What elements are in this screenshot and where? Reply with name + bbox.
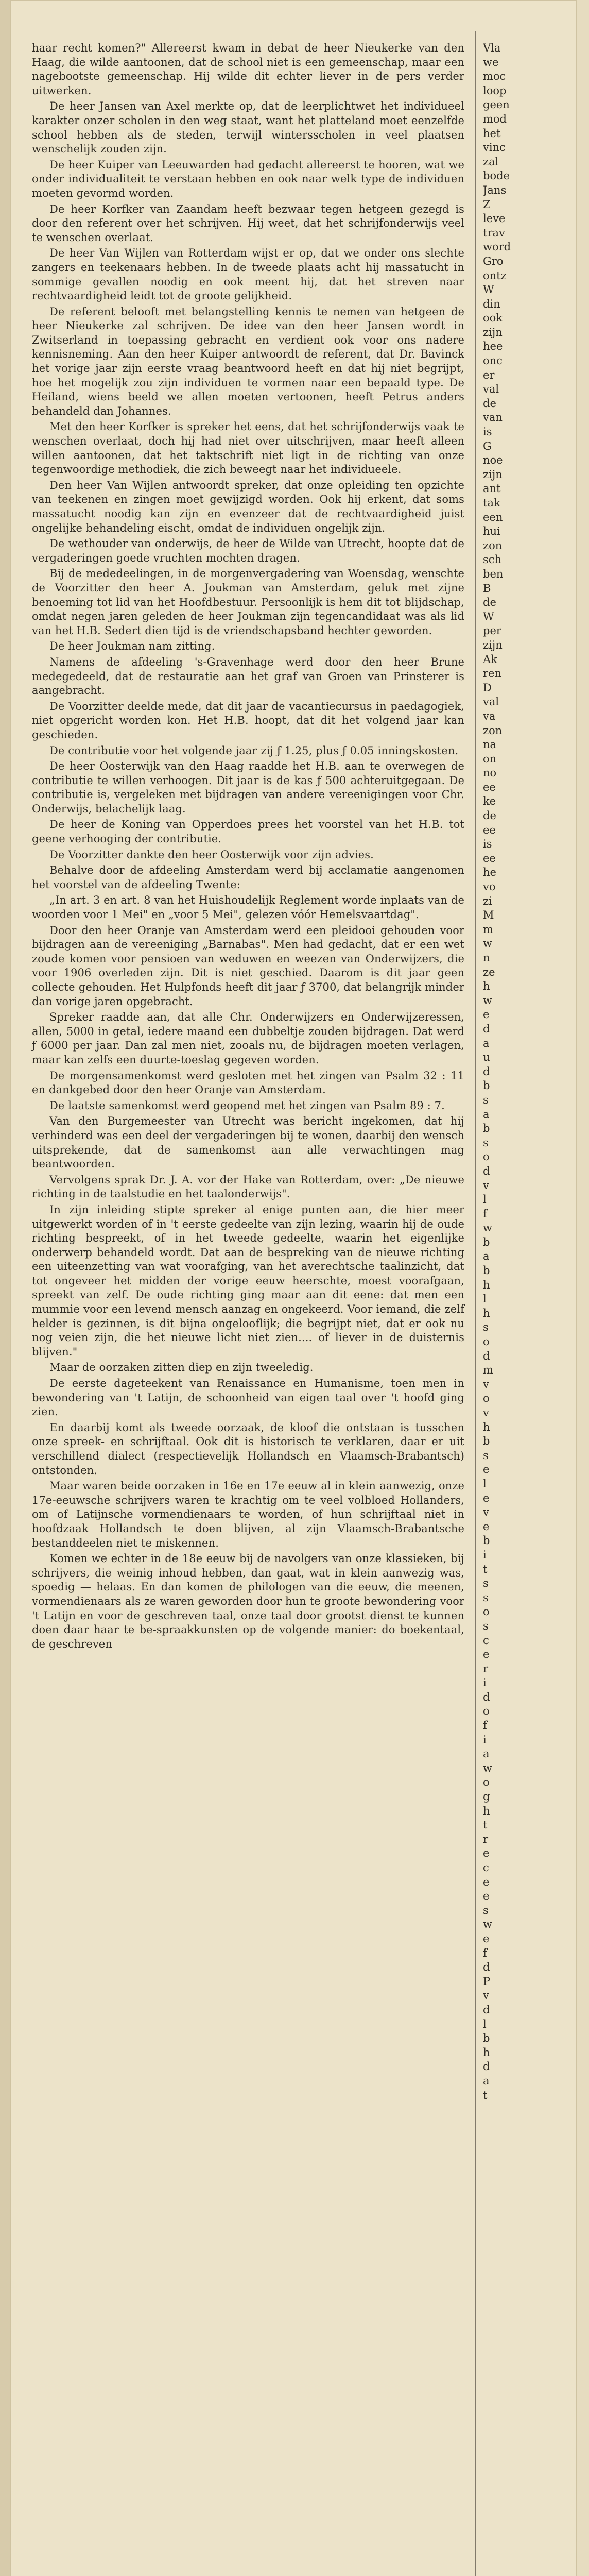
- right-column-fragment-line: s: [483, 1093, 489, 1106]
- right-column-fragment-line: e: [483, 1520, 490, 1533]
- right-column-fragment-line: b: [483, 1235, 490, 1248]
- right-column-fragment-line: va: [483, 709, 496, 722]
- right-column-fragment-line: ant: [483, 482, 501, 495]
- article-paragraph: „In art. 3 en art. 8 van het Huishoudelijk Reglement worde inplaats van de woorden voor 1 Mei" en „voor 5 Mei", gelezen vóór Hemelsvaartdag".: [32, 894, 464, 921]
- article-paragraph: Maar de oorzaken zitten diep en zijn tweeledig.: [49, 1361, 314, 1374]
- right-column-fragment-line: W: [483, 610, 494, 623]
- right-column-fragment-line: w: [483, 1761, 492, 1774]
- right-column-fragment-line: w: [483, 1918, 492, 1931]
- article-paragraph: De laatste samenkomst werd geopend met het zingen van Psalm 89 : 7.: [49, 1099, 445, 1112]
- right-column-fragment-line: de: [483, 809, 496, 822]
- right-column-fragment-line: na: [483, 738, 497, 751]
- right-column-fragment-line: g: [483, 1790, 490, 1803]
- right-column-fragment-line: no: [483, 767, 497, 779]
- right-column-fragment-line: B: [483, 582, 491, 595]
- article-paragraph: De heer Joukman nam zitting.: [49, 640, 215, 653]
- right-column-fragment-line: l: [483, 1293, 487, 1306]
- right-column-fragment-line: d: [483, 1349, 490, 1362]
- right-column-fragment-line: vinc: [483, 141, 506, 154]
- right-column-fragment-line: c: [483, 1861, 489, 1874]
- right-column-fragment-line: e: [483, 1890, 490, 1903]
- right-column-fragment-line: d: [483, 1022, 490, 1035]
- right-column-fragment-line: t: [483, 1819, 488, 1832]
- article-paragraph: Door den heer Oranje van Amsterdam werd een pleidooi gehouden voor bijdragen aan de vereeniging „Barnabas". Men had gedacht, dat er een wet zoude komen voor pensioen van weduwen en weezen van Onderwijzers, die voor 1906 overleden zijn. Dit is niet geschied. Daarom is dit jaar geen collecte gehouden. Het Hulpfonds heeft dit jaar ƒ 3700, dat belangrijk minder dan vorige jaren opgebracht.: [32, 924, 464, 1008]
- right-column-fragment-line: moc: [483, 70, 506, 83]
- right-column-fragment-line: ben: [483, 567, 504, 580]
- right-column-fragment-line: h: [483, 2046, 490, 2059]
- article-paragraph: De heer Kuiper van Leeuwarden had gedacht allereerst te hooren, wat we onder individualiteit te verstaan hebben en ook naar welk type de individuen moeten gevormd worden.: [32, 158, 464, 199]
- article-paragraph: De contributie voor het volgende jaar zij ƒ 1.25, plus ƒ 0.05 inningskosten.: [49, 744, 459, 757]
- article-paragraph: De heer Jansen van Axel merkte op, dat de leerplichtwet het individueel karakter onzer scholen in den weg staat, want het platteland moet eenzelfde school hebben als de steden, terwijl wintersscholen in veel plaatsen wenschelijk zouden zijn.: [32, 100, 464, 156]
- right-column-fragment-line: o: [483, 1335, 490, 1348]
- article-paragraph: De heer Korfker van Zaandam heeft bezwaar tegen hetgeen gezegd is door den referent over het schrijven. Hij weet, dat het schrijfonderwijs veel te wenschen overlaat.: [32, 202, 464, 244]
- article-paragraph: De morgensamenkomst werd gesloten met het zingen van Psalm 32 : 11 en dankgebed door den heer Oranje van Amsterdam.: [32, 1069, 464, 1096]
- right-column-fragment-line: f: [483, 1946, 487, 1959]
- right-column-fragment-line: b: [483, 1122, 490, 1135]
- article-paragraph: Namens de afdeeling 's-Gravenhage werd door den heer Brune medegedeeld, dat de restauratie aan het graf van Groen van Prinsterer is aangebracht.: [32, 655, 464, 697]
- article-paragraph: De heer Van Wijlen van Rotterdam wijst er op, dat we onder ons slechte zangers en teekenaars hebben. In de tweede plaats acht hij massatucht in sommige gevallen noodig en ook meent hij, dat het streven naar rechtvaardigheid leidt tot de groote gelijkheid.: [32, 247, 464, 302]
- right-column-fragment-line: zon: [483, 539, 503, 552]
- right-column-fragment-line: d: [483, 1961, 490, 1974]
- column-divider: [475, 31, 476, 2576]
- article-paragraph: De heer de Koning van Opperdoes prees het voorstel van het H.B. tot geene verhooging der contributie.: [32, 818, 464, 845]
- right-column-fragment-line: e: [483, 1463, 490, 1476]
- right-column-fragment-line: s: [483, 1449, 489, 1462]
- right-column-fragment-line: v: [483, 1506, 489, 1519]
- right-column-fragment-line: a: [483, 2074, 490, 2087]
- right-column-fragment-line: s: [483, 1591, 489, 1604]
- right-column-fragment-line: v: [483, 1989, 489, 2002]
- newspaper-clipping: [10, 0, 577, 2576]
- right-column-fragment-line: is: [483, 838, 492, 851]
- article-paragraph: De wethouder van onderwijs, de heer de Wilde van Utrecht, hoopte dat de vergaderingen goede vruchten mochten dragen.: [32, 537, 464, 564]
- right-column-fragment-line: P: [483, 1975, 491, 1988]
- right-column-fragment-line: m: [483, 923, 493, 936]
- article-paragraph: Vervolgens sprak Dr. J. A. vor der Hake van Rotterdam, over: „De nieuwe richting in de taalstudie en het taalonderwijs".: [32, 1173, 464, 1200]
- right-column-fragment-line: per: [483, 624, 501, 637]
- right-column-fragment-line: mod: [483, 112, 507, 125]
- right-column-fragment-line: s: [483, 1136, 489, 1149]
- right-column-fragment-line: Jans: [483, 183, 507, 196]
- article-paragraph: Komen we echter in de 18e eeuw bij de navolgers van onze klassieken, bij schrijvers, die weinig inhoud hebben, dan gaat, wat in klein aanwezig was, spoedig — helaas. En dan komen de philologen van die eeuw, die meenen, vormendienaars als ze waren geworden door hun te groote bewondering voor 't Latijn en voor de geschreven taal, onze taal door grootst dienst te kunnen doen daar haar te be-spraakkunsten op de volgende manier: do boekentaal, de geschreven: [32, 1552, 464, 1650]
- right-column-fragment-line: a: [483, 1748, 490, 1760]
- right-column-fragment-line: D: [483, 681, 492, 694]
- article-paragraph: De Voorzitter dankte den heer Oosterwijk voor zijn advies.: [49, 848, 374, 861]
- right-column-fragment-line: t: [483, 2089, 488, 2102]
- right-column-fragment-line: het: [483, 127, 501, 140]
- article-column: [32, 41, 464, 2576]
- right-column-fragment-line: van: [483, 411, 503, 424]
- right-column-fragment-line: ee: [483, 823, 496, 836]
- right-column-fragment-line: de: [483, 397, 496, 410]
- right-column-fragment: [483, 41, 586, 2576]
- right-column-fragment-line: r: [483, 1833, 489, 1845]
- right-column-fragment-line: h: [483, 1420, 490, 1433]
- right-column-fragment-line: b: [483, 1435, 490, 1448]
- right-column-fragment-line: d: [483, 1690, 490, 1703]
- right-column-fragment-line: v: [483, 1179, 489, 1192]
- right-column-fragment-line: o: [483, 1776, 490, 1789]
- right-column-fragment-line: is: [483, 426, 492, 438]
- article-paragraph: haar recht komen?" Allereerst kwam in debat de heer Nieukerke van den Haag, die wilde aantoonen, dat de school niet is een gemeenschap, maar een nagebootste gemeenschap. Hij wilde dit echter liever in de pers verder uitwerken.: [32, 42, 464, 97]
- right-column-fragment-line: word: [483, 241, 511, 253]
- right-column-fragment-line: Vla: [483, 42, 501, 54]
- right-column-fragment-line: val: [483, 383, 499, 396]
- article-paragraph: Spreker raadde aan, dat alle Chr. Onderwijzers en Onderwijzeressen, allen, 5000 in getal, iedere maand een dubbeltje zouden bijdragen. Dat werd ƒ 6000 per jaar. Dan zal men niet, zooals nu, de bijdragen moeten verlagen, maar kan zelfs een duurte-toeslag gegeven worden.: [32, 1011, 464, 1066]
- right-column-fragment-line: sch: [483, 553, 502, 566]
- right-column-fragment-line: hee: [483, 340, 503, 353]
- right-column-fragment-line: onc: [483, 354, 503, 367]
- page-fold-shadow: [0, 0, 10, 2576]
- right-column-fragment-line: tak: [483, 497, 500, 509]
- right-column-fragment-line: zi: [483, 894, 492, 907]
- right-column-fragment-line: h: [483, 1804, 490, 1817]
- right-column-fragment-line: vo: [483, 880, 496, 893]
- article-paragraph: De eerste dageteekent van Renaissance en Humanisme, toen men in bewondering van 't Latijn, de schoonheid van eigen taal over 't hoofd ging zien.: [32, 1377, 464, 1418]
- article-paragraph: In zijn inleiding stipte spreker al enige punten aan, die hier meer uitgewerkt worden of in 't eerste gedeelte van zijn lezing, waarin hij de oude richting bespreekt, of in het tweede gedeelte, waarin het eigenlijke onderwerp behandeld wordt. Dat aan de bespreking van de nieuwe richting een uiteenzetting van wat voorafging, van het averechtsche taalinzicht, dat tot ongeveer het midden der vorige eeuw heerschte, moest voorafgaan, spreekt van zelf. De oude richting ging maar aan dit eene: dat men een mummie voor een levend mensch aanzag en ongekeerd. Voor iemand, die zelf helder is gezinnen, is dit bijna ongelooflijk; die begrijpt niet, dat er ook nu nog veien zijn, die het nieuwe licht niet zien.... of liever in de duisternis blijven.": [32, 1203, 464, 1358]
- right-column-fragment-line: v: [483, 1378, 489, 1391]
- right-column-fragment-line: noe: [483, 454, 503, 467]
- right-column-fragment-line: Ak: [483, 653, 497, 666]
- article-paragraph: De heer Oosterwijk van den Haag raadde het H.B. aan te overwegen de contributie te willen verhoogen. Dit jaar is de kas ƒ 500 achteruitgegaan. De contributie is, vergeleken met bijdragen van andere vereenigingen voor Chr. Onderwijs, belachelijk laag.: [32, 760, 464, 815]
- right-column-fragment-line: w: [483, 1222, 492, 1234]
- right-column-fragment-line: b: [483, 1079, 490, 1092]
- right-column-fragment-line: din: [483, 297, 500, 310]
- right-column-fragment-line: n: [483, 952, 490, 964]
- right-column-fragment-line: hui: [483, 525, 500, 538]
- right-column-fragment-line: s: [483, 1619, 489, 1632]
- right-column-fragment-line: he: [483, 866, 496, 879]
- right-column-fragment-line: d: [483, 1164, 490, 1177]
- right-column-fragment-line: zijn: [483, 638, 503, 651]
- right-column-fragment-line: zijn: [483, 326, 503, 338]
- right-column-fragment-line: h: [483, 1278, 490, 1291]
- right-column-fragment-line: e: [483, 1932, 490, 1945]
- right-column-fragment-line: w: [483, 937, 492, 950]
- right-column-fragment-line: W: [483, 283, 494, 296]
- right-column-fragment-line: e: [483, 1648, 490, 1661]
- right-column-fragment-line: b: [483, 1264, 490, 1277]
- right-column-fragment-line: l: [483, 2018, 487, 2030]
- article-paragraph: De referent belooft met belangstelling kennis te nemen van hetgeen de heer Nieukerke zal schrijven. De idee van den heer Jansen wordt in Zwitserland in toepassing gebracht en verdient ook voor ons nadere kennisneming. Aan den heer Kuiper antwoordt de referent, dat Dr. Bavinck het vorige jaar zijn eerste vraag beantwoord heeft en dat hij niet begrijpt, hoe het mogelijk zou zijn individuen te vormen naar een bepaald type. De Heiland, wiens beeld we allen moeten vertoonen, heeft Petrus anders behandeld dan Johannes.: [32, 305, 464, 417]
- right-column-fragment-line: ee: [483, 852, 496, 865]
- right-column-fragment-line: Gro: [483, 255, 504, 267]
- right-column-fragment-line: l: [483, 1477, 487, 1490]
- article-paragraph: Maar waren beide oorzaken in 16e en 17e eeuw al in klein aanwezig, onze 17e-eeuwsche schrijvers waren te krachtig om te veel volbloed Hollanders, om of Latijnsche vormendienaars te worden, of hun schrijftaal niet in hoofdzaak Hollandsch te doen blijven, al zijn Vlaamsch-Brabantsche bestanddeelen niet te miskennen.: [32, 1480, 464, 1549]
- right-column-fragment-line: r: [483, 1662, 489, 1675]
- right-column-fragment-line: zijn: [483, 468, 503, 481]
- right-column-fragment-line: s: [483, 1577, 489, 1590]
- right-column-fragment-line: v: [483, 1406, 489, 1419]
- right-column-fragment-line: f: [483, 1207, 487, 1220]
- right-column-fragment-line: er: [483, 368, 495, 381]
- right-column-fragment-line: e: [483, 1492, 490, 1504]
- right-column-fragment-line: leve: [483, 212, 506, 225]
- right-column-fragment-line: ook: [483, 312, 503, 325]
- right-column-fragment-line: de: [483, 596, 496, 609]
- right-column-fragment-line: zal: [483, 155, 499, 168]
- right-column-fragment-line: l: [483, 1193, 487, 1206]
- right-column-fragment-line: b: [483, 1534, 490, 1547]
- right-column-fragment-line: ee: [483, 781, 496, 793]
- right-column-fragment-line: ren: [483, 667, 501, 680]
- right-column-fragment-line: o: [483, 1605, 490, 1618]
- right-column-fragment-line: h: [483, 1307, 490, 1319]
- article-paragraph: Bij de mededeelingen, in de morgenvergadering van Woensdag, wenschte de Voorzitter den heer A. Joukman van Amsterdam, geluk met zijne benoeming tot lid van het Hoofdbestuur. Persoonlijk is hem dit tot blijdschap, omdat negen jaren geleden de heer Joukman zijn tegencandidaat was als lid van het H.B. Sedert dien tijd is de vriendschapsband hechter geworden.: [32, 567, 464, 637]
- article-paragraph: De Voorzitter deelde mede, dat dit jaar de vacantiecursus in paedagogiek, niet opgericht worden kon. Het H.B. hoopt, dat dit het volgend jaar kan geschieden.: [32, 700, 464, 741]
- right-column-fragment-line: ontz: [483, 269, 507, 282]
- right-column-fragment-line: G: [483, 439, 492, 452]
- right-column-fragment-line: d: [483, 1065, 490, 1078]
- right-column-fragment-line: e: [483, 1875, 490, 1888]
- right-column-fragment-line: s: [483, 1904, 489, 1917]
- article-paragraph: Met den heer Korfker is spreker het eens, dat het schrijfonderwijs vaak te wenschen overlaat, doch hij had niet over uitschrijven, maar heeft alleen willen aantoonen, dat het taktschrift niet ligt in de richting van onze tegenwoordige methodiek, die zich beweegt naar het individueele.: [32, 420, 464, 476]
- right-column-fragment-line: i: [483, 1733, 487, 1746]
- right-column-fragment-line: m: [483, 1364, 493, 1377]
- right-column-fragment-line: loop: [483, 84, 507, 97]
- article-paragraph: Van den Burgemeester van Utrecht was bericht ingekomen, dat hij verhinderd was een deel der vergaderingen bij te wonen, daarbij den wensch uitsprekende, dat de samenkomst aan alle verwachtingen mag beantwoorden.: [32, 1115, 464, 1171]
- right-column-fragment-line: een: [483, 511, 503, 523]
- right-column-fragment-line: h: [483, 980, 490, 993]
- article-paragraph: Behalve door de afdeeling Amsterdam werd bij acclamatie aangenomen het voorstel van de afdeeling Twente:: [32, 864, 464, 891]
- right-column-fragment-line: w: [483, 994, 492, 1007]
- right-column-fragment-line: val: [483, 696, 499, 708]
- right-column-fragment-line: a: [483, 1037, 490, 1049]
- right-column-fragment-line: b: [483, 2032, 490, 2045]
- right-column-fragment-line: u: [483, 1051, 490, 1064]
- article-paragraph: Den heer Van Wijlen antwoordt spreker, dat onze opleiding ten opzichte van teekenen en zingen moet gewijzigd worden. Ook hij erkent, dat soms massatucht noodig kan zijn en evenzeer dat de rechtvaardigheid juist ongelijke behandeling eischt, omdat de individuen ongelijk zijn.: [32, 479, 464, 534]
- right-column-fragment-line: a: [483, 1250, 490, 1263]
- right-column-fragment-line: ke: [483, 795, 496, 808]
- right-column-fragment-line: we: [483, 56, 499, 69]
- right-column-fragment-line: bode: [483, 170, 510, 182]
- right-column-fragment-line: d: [483, 2060, 490, 2073]
- right-column-fragment-line: t: [483, 1563, 488, 1575]
- right-column-fragment-line: a: [483, 1108, 490, 1121]
- right-column-fragment-line: o: [483, 1150, 490, 1163]
- right-column-fragment-line: o: [483, 1392, 490, 1405]
- right-column-fragment-line: d: [483, 2003, 490, 2016]
- right-column-fragment-line: f: [483, 1719, 487, 1732]
- right-column-fragment-line: ze: [483, 965, 495, 978]
- right-column-fragment-line: trav: [483, 226, 505, 239]
- right-column-fragment-line: on: [483, 752, 497, 765]
- right-column-fragment-line: Z: [483, 198, 491, 211]
- right-column-fragment-line: e: [483, 1847, 490, 1860]
- right-column-fragment-line: e: [483, 1008, 490, 1021]
- right-column-fragment-line: o: [483, 1705, 490, 1718]
- right-column-fragment-line: s: [483, 1321, 489, 1334]
- right-column-fragment-line: geen: [483, 98, 510, 111]
- right-column-fragment-line: M: [483, 909, 494, 922]
- right-column-fragment-line: i: [483, 1676, 487, 1689]
- right-column-fragment-line: c: [483, 1634, 489, 1647]
- article-paragraph: En daarbij komt als tweede oorzaak, de kloof die ontstaan is tusschen onze spreek- en schrijftaal. Ook dit is historisch te verklaren, daar er uit verschillend dialect (respectievelijk Hollandsch en Vlaamsch-Brabantsch) ontstonden.: [32, 1421, 464, 1477]
- right-column-fragment-line: zon: [483, 724, 503, 737]
- right-column-fragment-line: i: [483, 1548, 487, 1561]
